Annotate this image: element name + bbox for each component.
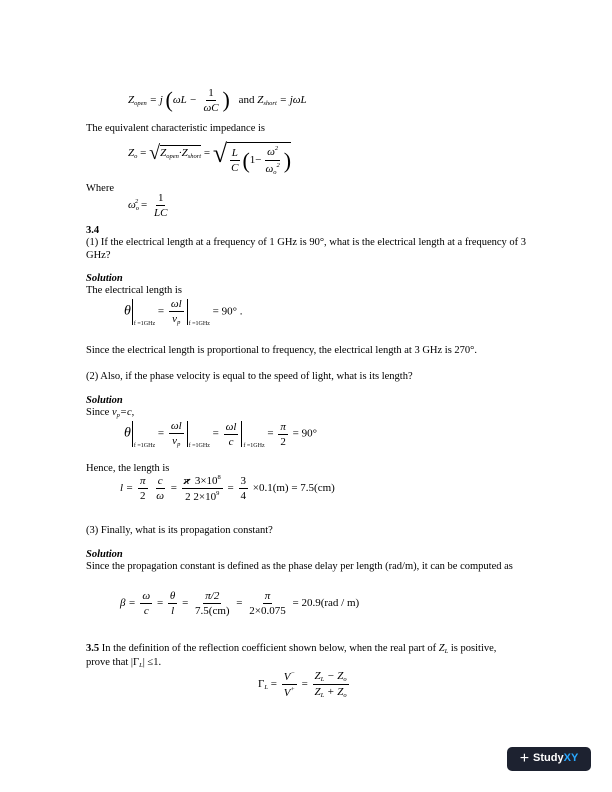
solution-label-2: Solution: [86, 395, 123, 406]
text-equiv-impedance: The equivalent characteristic impedance is: [86, 123, 265, 134]
text-electrical-length: The electrical length is: [86, 285, 182, 296]
text-since-vp: Since $v_p=c$,: [86, 407, 135, 419]
section-heading-3-4: 3.4: [86, 225, 100, 236]
logo-text: StudyXY: [533, 752, 579, 765]
plus-icon: +: [519, 750, 530, 767]
equation-z0: $Z_o = √Z_{open}\cdot Z_{short}$ = √ $\frac{L}{C}$ ( 1− $\frac{\omega^2}{\omega_o^2}$ ): [128, 139, 292, 176]
equation-zopen-zshort: $Z_{open} = j$ (ωL − $\frac{1}{\omega C}$ ) and $Z_{short} = j\omega L$: [128, 86, 307, 114]
question-3-5: 3.5 In the definition of the reflection coefficient shown below, when the real part of $Z_L$ is positive, prove that $|\Gamma_L| \le 1$.: [86, 643, 497, 670]
text-where: Where: [86, 183, 114, 194]
question-3-4-2: (2) Also, if the phase velocity is equal to the speed of light, what is its length?: [86, 371, 413, 382]
equation-length: l = $\frac{\pi}{2}$ $\frac{c}{\omega}$ = $\frac{\pi 3\times 10^8}{2 2\times 10^9}$ = $\frac{3}{4}$ ×0.1(m) = 7.5(cm): [120, 474, 335, 504]
equation-beta: β = $\frac{\omega}{c}$ = $\frac{\theta}{l}$ = $\frac{\pi/2}{7.5(cm)}$ = $\frac{\pi}{2\times 0.075}$ = 20.9(rad / m): [120, 590, 360, 618]
question-3-4-3: (3) Finally, what is its propagation constant?: [86, 525, 273, 536]
studyxy-logo: [507, 747, 591, 771]
question-3-4-1: (1) If the electrical length at a frequency of 1 GHz is 90°, what is the electrical length at a frequency of 3 GHz?: [86, 237, 527, 262]
text-proportional: Since the electrical length is proportional to frequency, the electrical length at 3 GHz is 270°.: [86, 345, 478, 356]
equation-reflection-coefficient: $\Gamma_L$ = $\frac{V^-}{V^+}$ = $\frac{Z_L - Z_o}{Z_L + Z_o}$: [258, 670, 347, 700]
text-hence-length: Hence, the length is: [86, 463, 170, 474]
text-propagation-constant: Since the propagation constant is defined as the phase delay per length (rad/m), it can be computed as: [86, 561, 513, 572]
equation-omega0: $\omega_o^2$ = $\frac{1}{LC}$: [128, 192, 168, 220]
solution-label-3: Solution: [86, 549, 123, 560]
solution-label-1: Solution: [86, 273, 123, 284]
equation-theta-1ghz: $\theta_{f =1GHz}$ = $\frac{\omega l}{v_p}$ $_{f =1GHz}$ = 90° .: [124, 298, 243, 327]
equation-theta-c: $\theta_{f =1GHz}$ = $\frac{\omega l}{v_p}$ $_{f =1GHz}$ = $\frac{\omega l}{c}$ $_{f =1GHz}$ = $\frac{\pi}{2}$ = 90°: [124, 420, 317, 449]
